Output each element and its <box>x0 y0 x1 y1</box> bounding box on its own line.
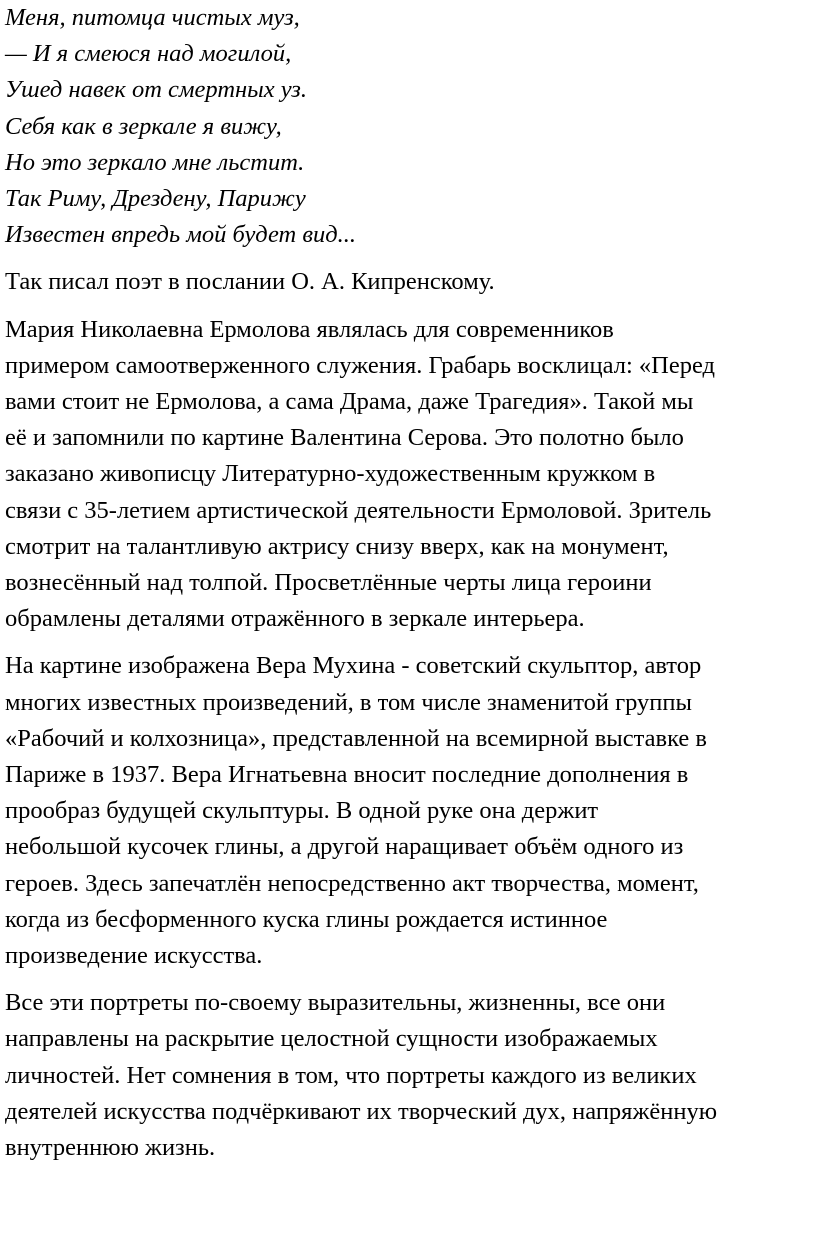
paragraph-line: произведение искусства. <box>5 942 263 970</box>
paragraph-line: деятелей искусства подчёркивают их творческий дух, напряжённую <box>5 1097 718 1125</box>
paragraph-line: Мария Николаевна Ермолова являлась для современников <box>5 315 614 343</box>
paragraph-line: многих известных произведений, в том числе знаменитой группы <box>5 688 692 716</box>
paragraph-mukhina <box>5 648 816 974</box>
paragraph-line: Париже в 1937. Вера Игнатьевна вносит последние дополнения в <box>5 761 689 789</box>
paragraph-ermolova <box>5 312 816 638</box>
paragraph-line: смотрит на талантливую актрису снизу вверх, как на монумент, <box>5 532 669 560</box>
poem-line: Ушед навек от смертных уз. <box>5 76 307 104</box>
paragraph-line: обрамлены деталями отражённого в зеркале интерьера. <box>5 605 585 633</box>
paragraph-line: примером самоотверженного служения. Грабарь восклицал: «Перед <box>5 351 715 379</box>
paragraph-line: заказано живописцу Литературно-художественным кружком в <box>5 460 656 488</box>
paragraph-attribution <box>5 264 816 300</box>
paragraph-line: вами стоит не Ермолова, а сама Драма, даже Трагедия». Такой мы <box>5 388 694 416</box>
paragraph-line: героев. Здесь запечатлён непосредственно акт творчества, момент, <box>5 869 699 897</box>
poem-line: Известен впредь мой будет вид... <box>5 221 357 249</box>
paragraph-line: внутреннюю жизнь. <box>5 1134 216 1162</box>
poem-line: Себя как в зеркале я вижу, <box>5 112 282 140</box>
poem-excerpt <box>5 0 816 253</box>
paragraph-conclusion <box>5 985 816 1166</box>
poem-line: Так Риму, Дрездену, Парижу <box>5 185 306 213</box>
poem-line: Но это зеркало мне льстит. <box>5 148 305 176</box>
paragraph-line: На картине изображена Вера Мухина - советский скульптор, автор <box>5 652 702 680</box>
paragraph-line: связи с 35-летием артистической деятельности Ермоловой. Зритель <box>5 496 712 524</box>
paragraph-line: «Рабочий и колхозница», представленной на всемирной выставке в <box>5 724 707 752</box>
paragraph-line: небольшой кусочек глины, а другой наращивает объём одного из <box>5 833 684 861</box>
poem-line: — И я смеюся над могилой, <box>5 40 292 68</box>
paragraph-line: её и запомнили по картине Валентина Серова. Это полотно было <box>5 424 684 452</box>
paragraph-line: личностей. Нет сомнения в том, что портреты каждого из великих <box>5 1061 697 1089</box>
paragraph-line: прообраз будущей скульптуры. В одной руке она держит <box>5 797 599 825</box>
paragraph-line: когда из бесформенного куска глины рождается истинное <box>5 905 608 933</box>
paragraph-line: Так писал поэт в послании О. А. Кипренскому. <box>5 268 495 296</box>
poem-line: Меня, питомца чистых муз, <box>5 4 300 31</box>
paragraph-line: направлены на раскрытие целостной сущности изображаемых <box>5 1025 658 1053</box>
paragraph-line: Все эти портреты по-своему выразительны, жизненны, все они <box>5 989 666 1017</box>
paragraph-line: вознесённый над толпой. Просветлённые черты лица героини <box>5 569 652 597</box>
